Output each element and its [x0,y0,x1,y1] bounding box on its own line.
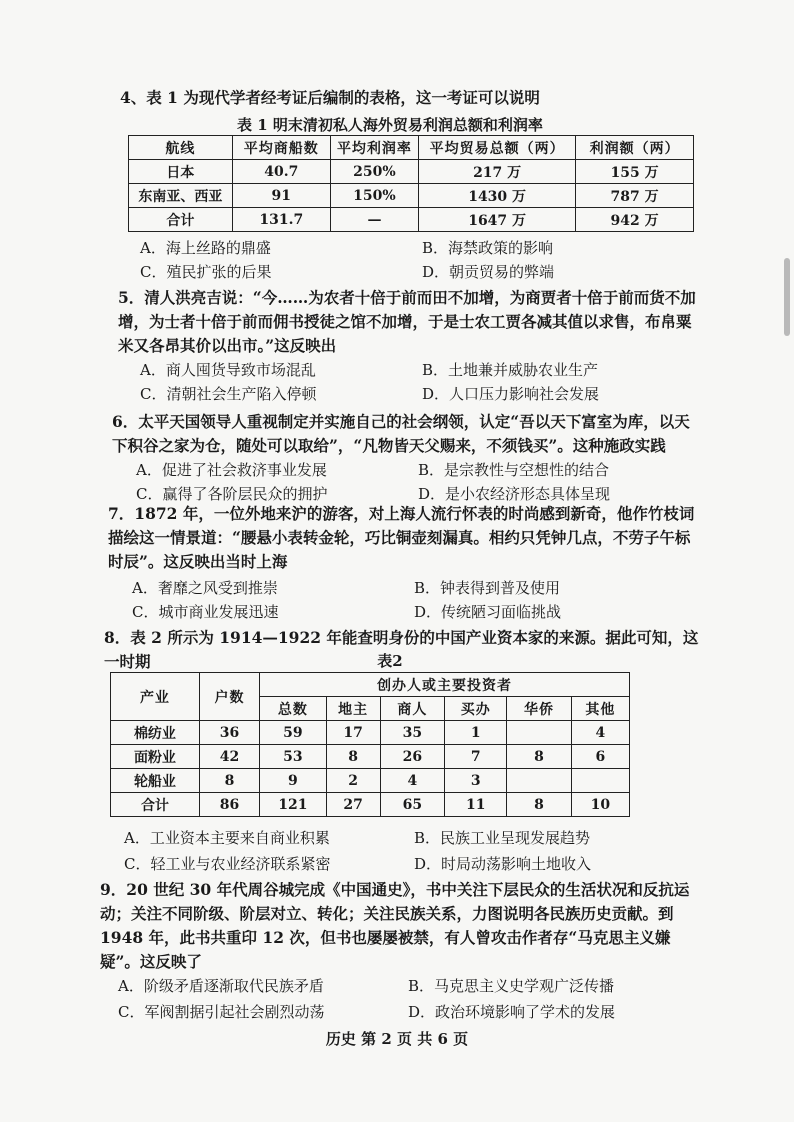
option-d[interactable]: D．传统陋习面临挑战 [414,603,562,621]
option-d[interactable]: D．朝贡贸易的弊端 [422,263,555,281]
table-cell: 7 [445,745,507,769]
question-stem: 6．太平天国领导人重视制定并实施自己的社会纲领，认定“吾以天下富室为库，以天下积谷之家为仓，随处可以取给”，“凡物皆天父赐来，不须钱买”。这种施政实践 [112,412,690,455]
question-7 [108,502,704,574]
table-header: 平均利润率 [330,136,418,160]
option-c[interactable]: C．赢得了各阶层民众的拥护 [136,485,328,503]
table-row [111,793,630,817]
table-cell: 轮船业 [111,769,200,793]
question-stem: 9．20 世纪 30 年代周谷城完成《中国通史》，书中关注下层民众的生活状况和反抗运动；关注不同阶级、阶层对立、转化；关注民族关系，力图说明各民族历史贡献。到 1948 年，此书共重印 12 次，但书也屡屡被禁，有人曾攻击作者存“马克思主义嫌疑”。这反映了 [100,880,690,971]
option-b[interactable]: B．马克思主义史学观广泛传播 [408,977,615,995]
table-2 [110,672,630,817]
table-cell: 155 万 [576,160,694,184]
question-4 [120,86,700,110]
table-cell: 棉纺业 [111,721,200,745]
option-d[interactable]: D．时局动荡影响土地收入 [414,855,592,873]
table-cell: 86 [199,793,259,817]
table-cell: 8 [507,745,571,769]
scrollbar[interactable] [784,258,790,336]
table-cell: 250% [330,160,418,184]
table-cell: 1430 万 [419,184,576,208]
table-cell: 121 [260,793,326,817]
option-a[interactable]: A．阶级矛盾逐渐取代民族矛盾 [118,977,324,995]
table-cell: 4 [571,721,629,745]
table-cell [507,769,571,793]
table-subheader: 其他 [571,697,629,721]
question-5 [118,286,700,358]
option-c[interactable]: C．殖民扩张的后果 [140,263,272,281]
table-cell: 217 万 [419,160,576,184]
question-6 [112,410,700,458]
table-cell: 11 [445,793,507,817]
table-cell: 8 [199,769,259,793]
option-a[interactable]: A．工业资本主要来自商业积累 [124,829,330,847]
table-cell: 40.7 [232,160,330,184]
table-cell: 8 [507,793,571,817]
table-row [111,769,630,793]
table-cell: 1647 万 [419,208,576,232]
table-subheader: 买办 [445,697,507,721]
option-b[interactable]: B．海禁政策的影响 [422,239,554,257]
table-cell [571,769,629,793]
table-1-caption: 表 1 明末清初私人海外贸易利润总额和利润率 [237,116,543,134]
option-a[interactable]: A．商人囤货导致市场混乱 [140,361,316,379]
option-b[interactable]: B．钟表得到普及使用 [414,579,561,597]
question-9 [100,878,710,974]
question-stem: 4、表 1 为现代学者经考证后编制的表格，这一考证可以说明 [120,88,540,107]
table-header: 平均贸易总额（两） [419,136,576,160]
table-cell: 4 [380,769,444,793]
question-stem: 7．1872 年，一位外地来沪的游客，对上海人流行怀表的时尚感到新奇，他作竹枝词描绘这一情景道：“腰悬小表转金轮，巧比铜壶刻漏真。相约只凭钟几点，不劳子午标时辰”。这反映出当时上海 [108,504,695,571]
option-b[interactable]: B．民族工业呈现发展趋势 [414,829,591,847]
table-header: 产业 [111,673,200,721]
table-subheader: 总数 [260,697,326,721]
table-cell: 131.7 [232,208,330,232]
page-footer: 历史 第 2 页 共 6 页 [325,1030,469,1048]
option-c[interactable]: C．军阀割据引起社会剧烈动荡 [118,1003,325,1021]
option-c[interactable]: C．轻工业与农业经济联系紧密 [124,855,331,873]
table-cell: 36 [199,721,259,745]
table-cell: — [330,208,418,232]
table-header: 航线 [129,136,233,160]
table-header: 利润额（两） [576,136,694,160]
table-cell: 10 [571,793,629,817]
table-cell: 27 [326,793,380,817]
table-cell: 26 [380,745,444,769]
option-c[interactable]: C．清朝社会生产陷入停顿 [140,385,317,403]
table-cell: 942 万 [576,208,694,232]
table-row [111,721,630,745]
table-row [129,184,694,208]
table-cell: 1 [445,721,507,745]
table-subheader: 商人 [380,697,444,721]
table-row [129,160,694,184]
table-cell: 65 [380,793,444,817]
question-stem: 8．表 2 所示为 1914—1922 年能查明身份的中国产业资本家的来源。据此可知，这一时期 [104,628,699,671]
table-cell: 合计 [111,793,200,817]
table-cell: 8 [326,745,380,769]
option-b[interactable]: B．是宗教性与空想性的结合 [418,461,610,479]
table-cell: 东南亚、西亚 [129,184,233,208]
table-row [129,208,694,232]
table-cell: 2 [326,769,380,793]
table-cell: 787 万 [576,184,694,208]
table-cell: 9 [260,769,326,793]
option-d[interactable]: D．政治环境影响了学术的发展 [408,1003,616,1021]
option-b[interactable]: B．土地兼并威胁农业生产 [422,361,599,379]
option-d[interactable]: D．是小农经济形态具体呈现 [418,485,611,503]
table-cell: 42 [199,745,259,769]
option-a[interactable]: A．海上丝路的鼎盛 [140,239,271,257]
option-a[interactable]: A．促进了社会救济事业发展 [136,461,327,479]
question-stem: 5．清人洪亮吉说：“今……为农者十倍于前而田不加增，为商贾者十倍于前而货不加增，为士者十倍于前而佣书授徒之馆不加增，于是士农工贾各减其值以求售，布帛粟米又各昂其价以出市。”这反映出 [118,288,696,355]
table-cell: 面粉业 [111,745,200,769]
table-cell: 150% [330,184,418,208]
table-header: 创办人或主要投资者 [260,673,630,697]
table-1 [128,135,694,232]
table-cell: 17 [326,721,380,745]
table-cell: 53 [260,745,326,769]
table-2-caption: 表2 [377,652,403,670]
table-cell: 3 [445,769,507,793]
option-a[interactable]: A．奢靡之风受到推崇 [132,579,278,597]
table-header: 户数 [199,673,259,721]
table-cell: 合计 [129,208,233,232]
table-cell [507,721,571,745]
table-cell: 6 [571,745,629,769]
table-cell: 日本 [129,160,233,184]
table-header: 平均商船数 [232,136,330,160]
table-subheader: 地主 [326,697,380,721]
table-row [111,745,630,769]
table-cell: 59 [260,721,326,745]
table-cell: 91 [232,184,330,208]
option-d[interactable]: D．人口压力影响社会发展 [422,385,600,403]
option-c[interactable]: C．城市商业发展迅速 [132,603,279,621]
table-subheader: 华侨 [507,697,571,721]
table-cell: 35 [380,721,444,745]
